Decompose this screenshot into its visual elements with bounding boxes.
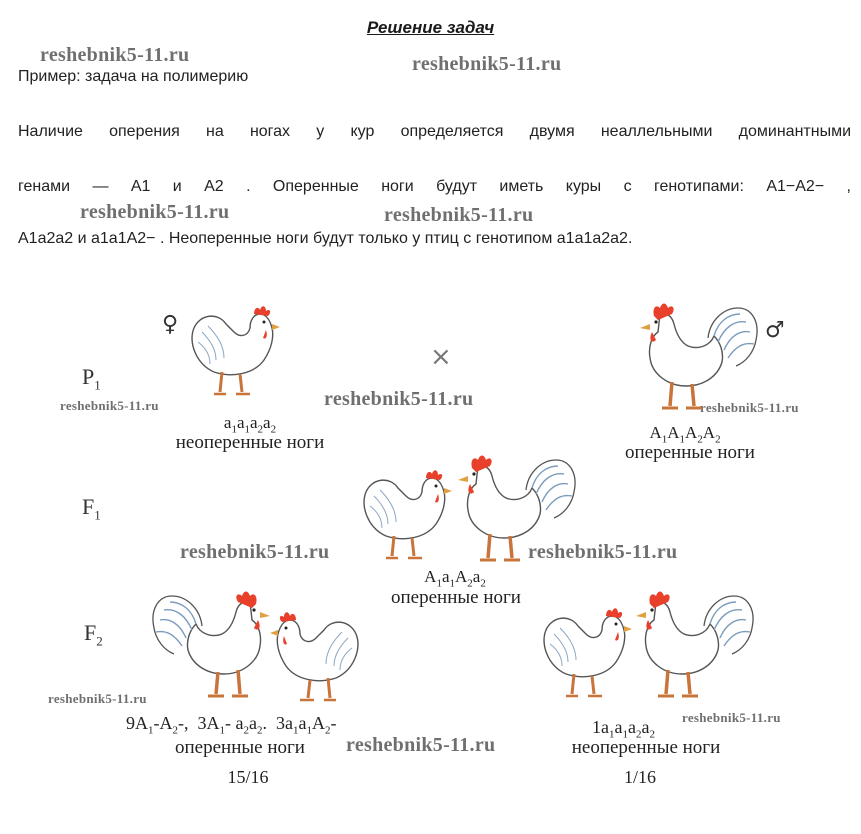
f2-left-ratio: 15/16 [227,767,269,787]
p1-female-phenotype: неоперенные ноги [175,432,325,453]
male-symbol-icon: ♂ [765,318,785,343]
watermark: reshebnik5-11.ru [412,53,562,75]
rooster-icon [624,590,760,702]
hen-icon [540,604,636,702]
watermark: reshebnik5-11.ru [682,710,781,725]
generation-label-f1: $F_1$ [82,494,101,523]
watermark: reshebnik5-11.ru [384,204,534,226]
f2-right-genotype: $1a_1a_1a_2a_2$ [592,717,655,741]
p1-female-genotype: $a_1a_1a_2a_2$ [223,413,277,436]
f2-left-phenotype: оперенные ноги [175,737,305,758]
f2-right-ratio: 1/16 [623,767,656,787]
watermark: reshebnik5-11.ru [528,541,678,563]
p1-male-genotype: $A_1A_1A_2A_2$ [649,423,721,446]
watermark: reshebnik5-11.ru [80,201,230,223]
f2-left-genotypes: $9A_1-A_2-$, $3A_1-$ $a_2a_2$. $3a_1a_1A_2-$ [126,713,337,737]
watermark: reshebnik5-11.ru [346,734,496,756]
watermark: reshebnik5-11.ru [700,400,799,415]
rooster-icon [628,302,764,414]
rooster-icon [446,454,582,566]
female-symbol-icon: ♀ [162,312,179,337]
f1-genotype: $A_1a_1A_2a_2$ [424,567,486,590]
page-title: Решение задач [366,18,495,37]
generation-label-p1: $P_1$ [82,364,101,393]
cross-icon: × [430,342,452,372]
watermark: reshebnik5-11.ru [60,398,159,413]
p1-male-phenotype: оперенные ноги [625,442,755,463]
f1-phenotype: оперенные ноги [391,587,521,608]
watermark: reshebnik5-11.ru [40,44,190,66]
hen-icon [266,608,362,706]
watermark: reshebnik5-11.ru [324,388,474,410]
hen-icon [188,302,284,400]
generation-label-f2: $F_2$ [84,620,103,649]
paragraph-line-1: Наличие оперения на ногах у кур определяется двумя неаллельными доминантными [18,123,851,140]
watermark: reshebnik5-11.ru [48,691,147,706]
watermark: reshebnik5-11.ru [180,541,330,563]
f2-right-phenotype: неоперенные ноги [571,737,721,758]
paragraph-line-2: генами — A1 и A2 . Оперенные ноги будут иметь куры с генотипами: A1−A2− , [18,178,851,195]
rooster-icon [146,590,282,702]
intro-text: Пример: задача на полимерию [18,68,249,85]
paragraph-line-3: A1a2a2 и a1a1A2− . Неоперенные ноги будут только у птиц с генотипом a1a1a2a2. [18,230,633,247]
hen-icon [360,466,456,564]
